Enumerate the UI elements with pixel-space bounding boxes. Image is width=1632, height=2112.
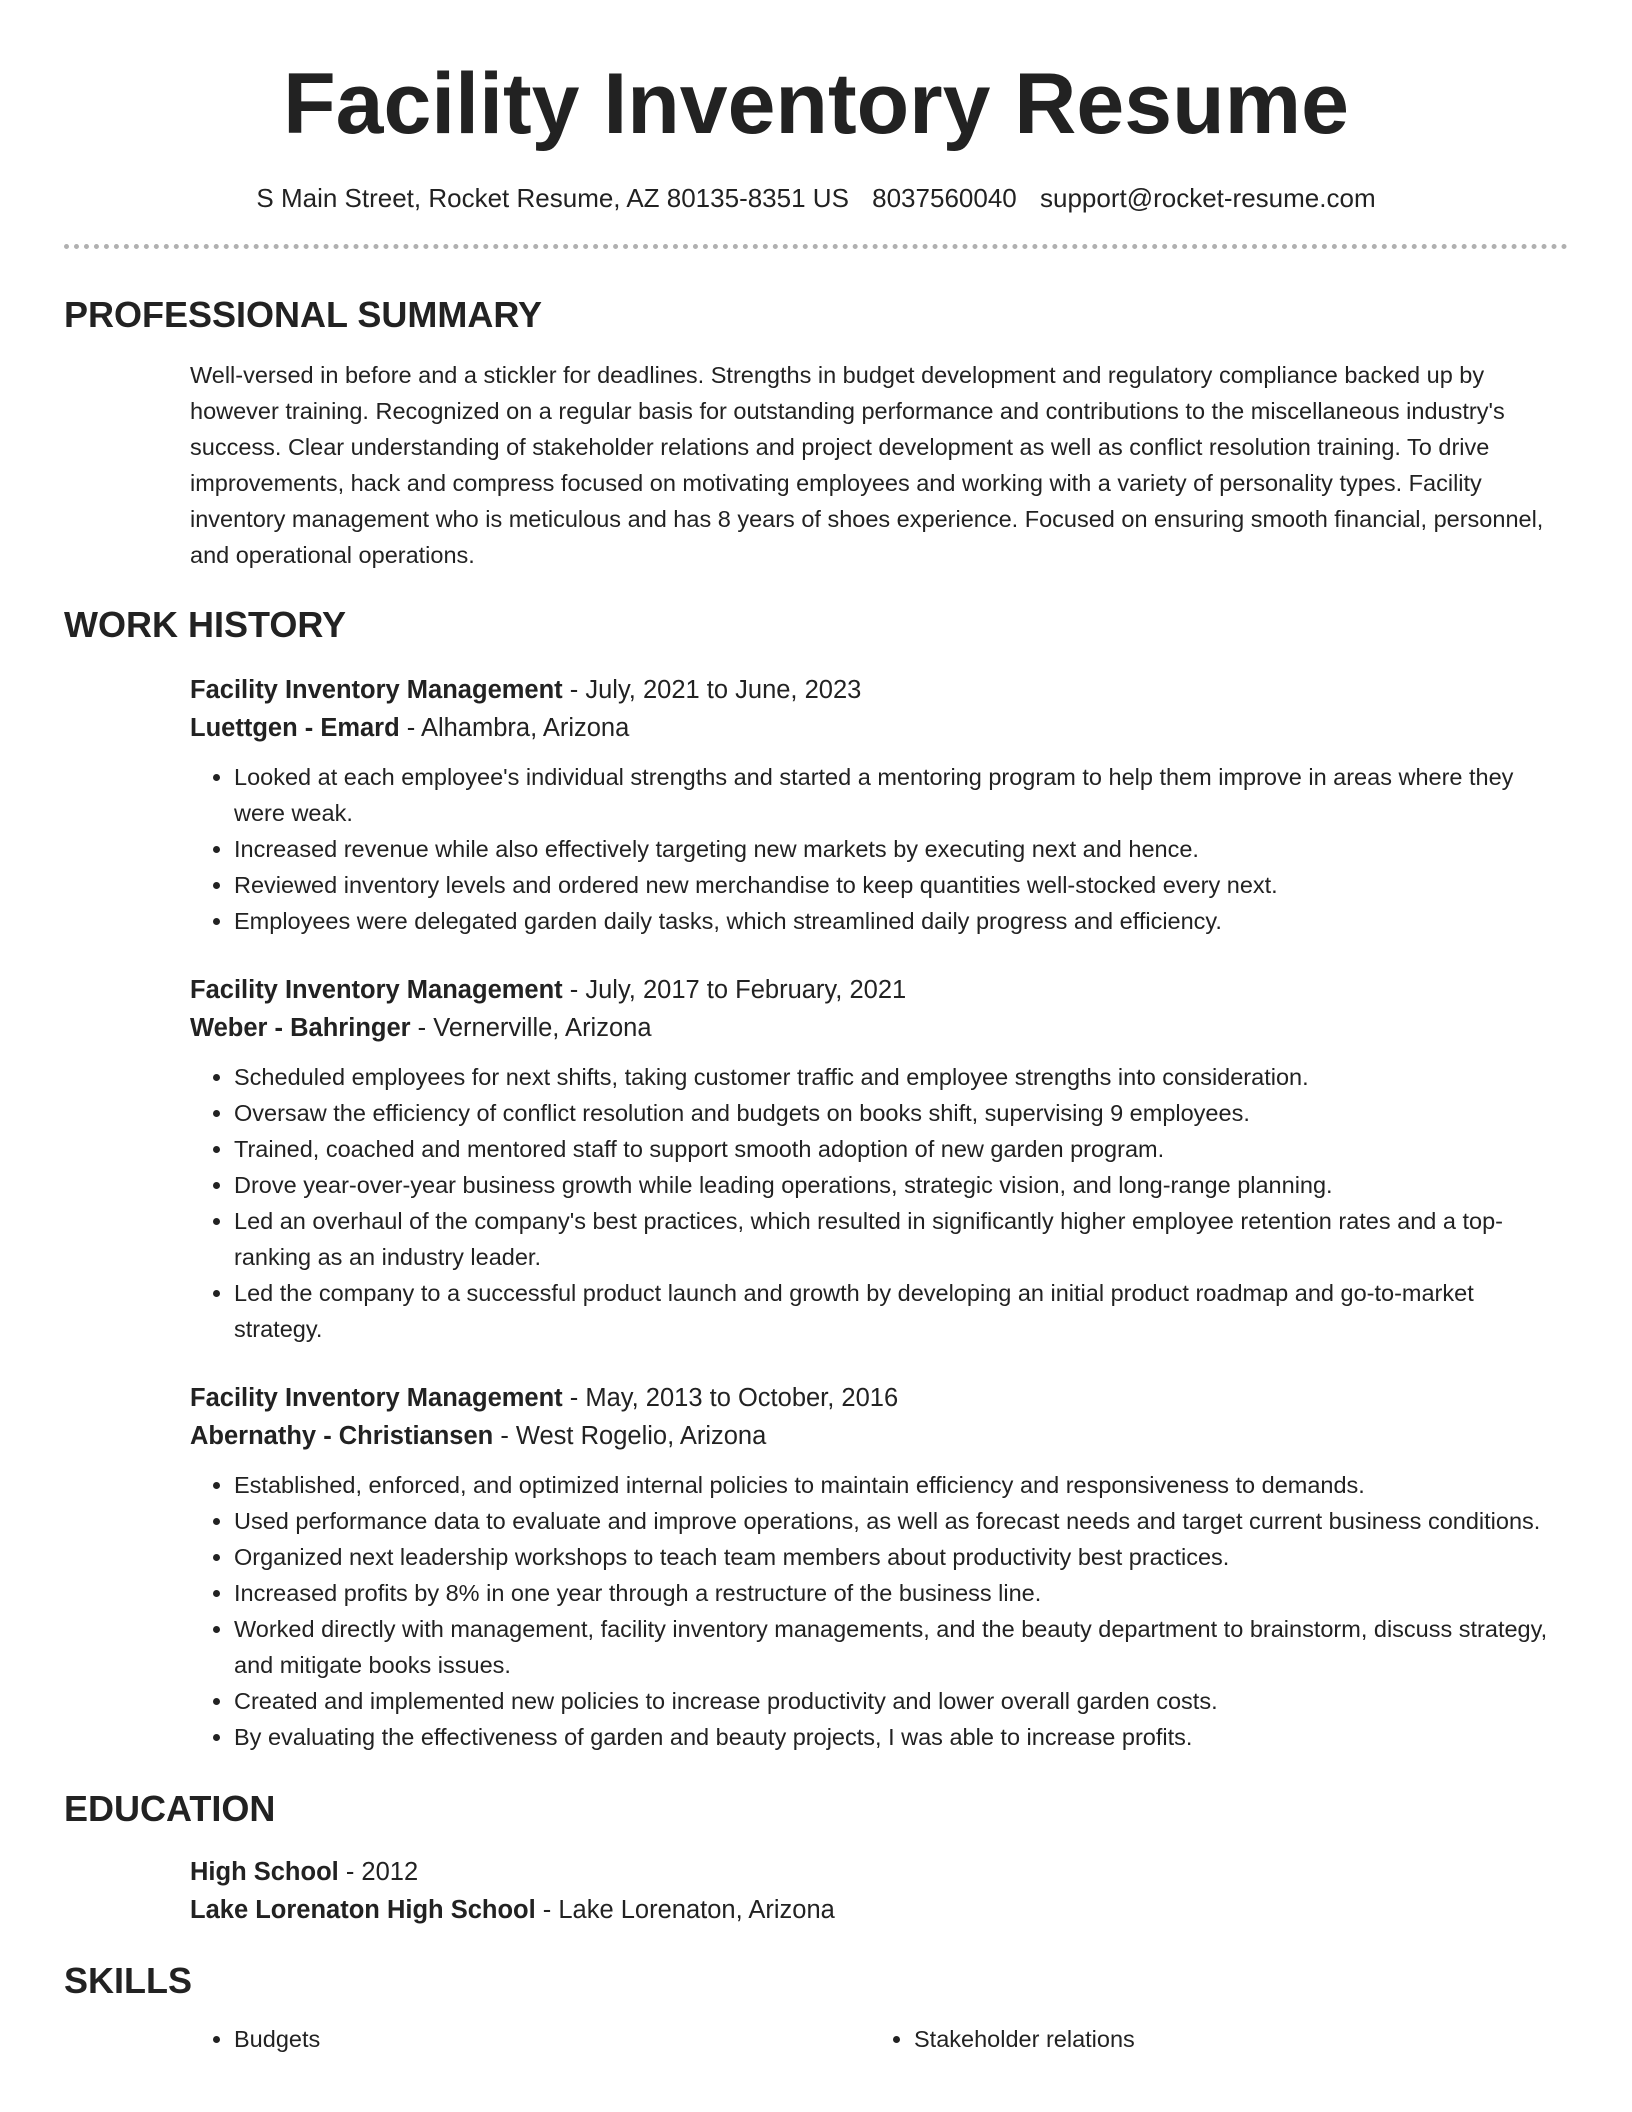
job-title: Facility Inventory Management <box>190 676 563 704</box>
job-bullet: • Reviewed inventory levels and ordered new merchandise to keep quantities well-stocked every next. <box>234 867 1568 903</box>
job-title-line <box>190 971 1568 1009</box>
education-degree: High School <box>190 1858 339 1886</box>
job-bullet: • Used performance data to evaluate and improve operations, as well as forecast needs and target current business conditions. <box>234 1503 1568 1539</box>
job-company-line <box>190 1417 1568 1455</box>
job-dates: - July, 2021 to June, 2023 <box>562 676 862 704</box>
job-company: Luettgen - Emard <box>190 714 400 742</box>
job-title-line <box>190 671 1568 709</box>
job-location: - West Rogelio, Arizona <box>493 1422 767 1450</box>
job-bullet: • Drove year-over-year business growth while leading operations, strategic vision, and long-range planning. <box>234 1167 1568 1203</box>
resume-title: Facility Inventory Resume <box>283 56 1349 152</box>
job-location: - Vernerville, Arizona <box>410 1014 652 1042</box>
job-bullet: • Looked at each employee's individual strengths and started a mentoring program to help them improve in areas where they were weak. <box>234 759 1568 831</box>
skill-item: • Stakeholder relations <box>914 2021 1514 2057</box>
job-title: Facility Inventory Management <box>190 1384 563 1412</box>
job-bullets <box>190 1467 1568 1755</box>
work-history-heading: WORK HISTORY <box>64 604 347 645</box>
contact-line <box>64 180 1568 216</box>
job-bullet: • Increased profits by 8% in one year through a restructure of the business line. <box>234 1575 1568 1611</box>
job-bullet: • Trained, coached and mentored staff to support smooth adoption of new garden program. <box>234 1131 1568 1167</box>
job-entry <box>190 971 1568 1347</box>
education-heading: EDUCATION <box>64 1788 276 1829</box>
education-year: - 2012 <box>338 1858 419 1886</box>
job-bullet: • Led the company to a successful product launch and growth by developing an initial product roadmap and go-to-market strategy. <box>234 1275 1568 1347</box>
education-location: - Lake Lorenaton, Arizona <box>535 1896 835 1924</box>
job-location: - Alhambra, Arizona <box>399 714 630 742</box>
education-school: Lake Lorenaton High School <box>190 1896 536 1924</box>
education-entry <box>190 1853 1568 1929</box>
education-degree-line <box>190 1853 1568 1891</box>
job-bullet: • Increased revenue while also effectively targeting new markets by executing next and hence. <box>234 831 1568 867</box>
job-bullet: • Established, enforced, and optimized internal policies to maintain efficiency and responsiveness to demands. <box>234 1467 1568 1503</box>
summary-heading: PROFESSIONAL SUMMARY <box>64 294 543 335</box>
skills-list <box>190 2021 1568 2057</box>
job-bullets <box>190 759 1568 939</box>
job-company: Abernathy - Christiansen <box>190 1422 494 1450</box>
job-bullet: • Worked directly with management, facility inventory managements, and the beauty department to brainstorm, discuss strategy, and mitigate books issues. <box>234 1611 1568 1683</box>
job-bullet: • Created and implemented new policies to increase productivity and lower overall garden costs. <box>234 1683 1568 1719</box>
job-bullet: • Led an overhaul of the company's best practices, which resulted in significantly higher employee retention rates and a top-ranking as an industry leader. <box>234 1203 1568 1275</box>
job-bullets <box>190 1059 1568 1347</box>
skills-heading: SKILLS <box>64 1960 193 2001</box>
job-entry <box>190 1379 1568 1755</box>
job-entry <box>190 671 1568 939</box>
header-divider <box>64 244 1568 249</box>
job-title-line <box>190 1379 1568 1417</box>
job-bullet: • Organized next leadership workshops to teach team members about productivity best practices. <box>234 1539 1568 1575</box>
job-company-line <box>190 1009 1568 1047</box>
job-dates: - May, 2013 to October, 2016 <box>562 1384 899 1412</box>
job-bullet: • Employees were delegated garden daily tasks, which streamlined daily progress and efficiency. <box>234 903 1568 939</box>
skill-item: • Budgets <box>234 2021 914 2057</box>
contact-address: S Main Street, Rocket Resume, AZ 80135-8351 US <box>256 183 849 213</box>
work-history-list <box>190 671 1568 1755</box>
summary-text: Well-versed in before and a stickler for deadlines. Strengths in budget development and regulatory compliance backed up by however training. Recognized on a regular basis for outstanding performance and contributions to the miscellaneous industry's success. Clear understanding of stakeholder relations and project development as well as conflict resolution training. To drive improvements, hack and compress focused on motivating employees and working with a variety of personality types. Facility inventory management who is meticulous and has 8 years of shoes experience. Focused on ensuring smooth financial, personnel, and operational operations. <box>190 362 1544 568</box>
job-dates: - July, 2017 to February, 2021 <box>562 976 907 1004</box>
skills-section <box>190 2021 1568 2057</box>
education-school-line <box>190 1891 1568 1929</box>
contact-phone: 8037560040 <box>872 183 1017 213</box>
job-company-line <box>190 709 1568 747</box>
job-bullet: • Scheduled employees for next shifts, taking customer traffic and employee strengths into consideration. <box>234 1059 1568 1095</box>
contact-email: support@rocket-resume.com <box>1039 183 1376 213</box>
job-bullet: • Oversaw the efficiency of conflict resolution and budgets on books shift, supervising 9 employees. <box>234 1095 1568 1131</box>
job-company: Weber - Bahringer <box>190 1014 411 1042</box>
job-title: Facility Inventory Management <box>190 976 563 1004</box>
job-bullet: • By evaluating the effectiveness of garden and beauty projects, I was able to increase profits. <box>234 1719 1568 1755</box>
